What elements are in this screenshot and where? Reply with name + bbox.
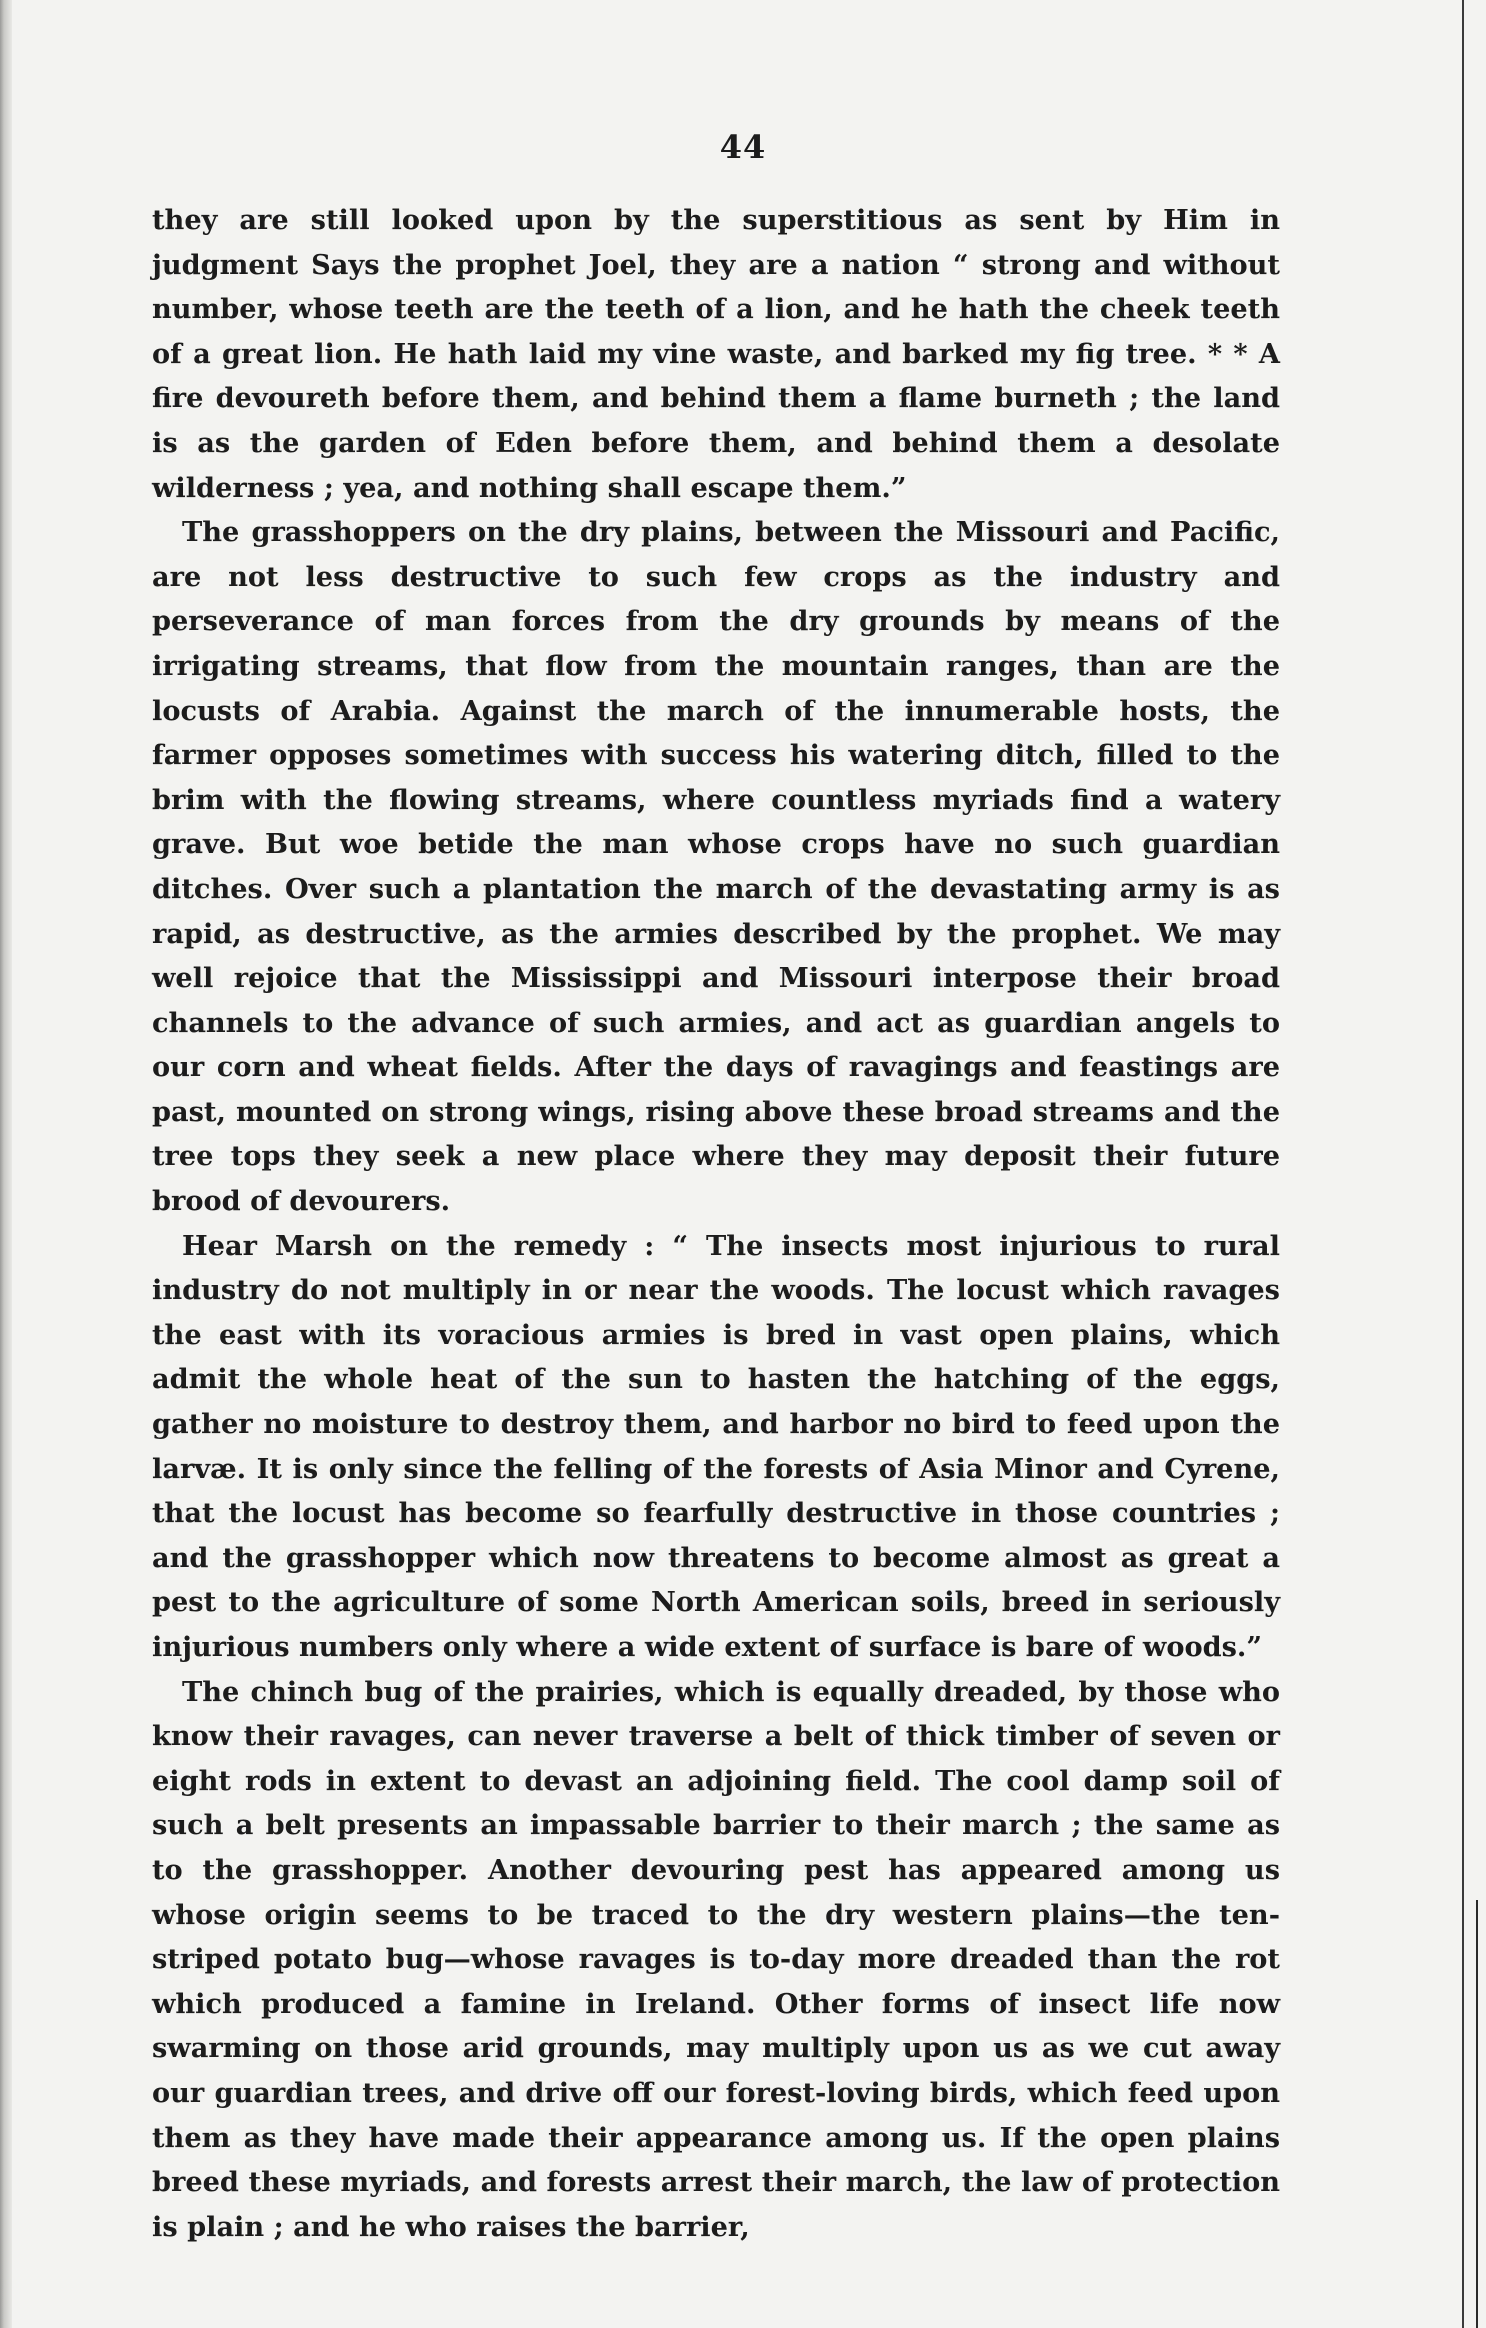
page-number: 44 xyxy=(719,128,767,166)
paragraph-4: The chinch bug of the prairies, which is equally dreaded, by those who know their ravages, can never traverse a belt of thick timber of seven or eight rods in extent to devast an adjoining field. The cool damp soil of such a belt presents an impassable barrier to their march ; the same as to the grasshopper. Another devouring pest has appeared among us whose origin seems to be traced to the dry western plains—the ten-striped potato bug—whose ravages is to-day more dreaded than the rot which produced a famine in Ireland. Other forms of insect life now swarming on those arid grounds, may multiply upon us as we cut away our guardian trees, and drive off our forest-loving birds, which feed upon them as they have made their appearance among us. If the open plains breed these myriads, and forests arrest their march, the law of protection is plain ; and he who raises the barrier, xyxy=(152,1675,1280,2243)
scan-right-border xyxy=(1462,0,1464,2328)
paragraph-1: they are still looked upon by the superstitious as sent by Him in judgment Says the prophet Joel, they are a nation “ strong and without number, whose teeth are the teeth of a lion, and he hath the cheek teeth of a great lion. He hath laid my vine waste, and barked my fig tree. * * A fire devoureth before them, and behind them a flame burneth ; the land is as the garden of Eden before them, and behind them a desolate wilderness ; yea, and nothing shall escape them.” xyxy=(152,204,1280,504)
scan-left-edge xyxy=(0,0,12,2328)
paragraph-2: The grasshoppers on the dry plains, between the Missouri and Pacific, are not less destructive to such few crops as the industry and perseverance of man forces from the dry grounds by means of the irrigating streams, that flow from the mountain ranges, than are the locusts of Arabia. Against the march of the innumerable hosts, the farmer opposes sometimes with success his watering ditch, filled to the brim with the flowing streams, where countless myriads find a watery grave. But woe betide the man whose crops have no such guardian ditches. Over such a plantation the march of the devastating army is as rapid, as destructive, as the armies described by the prophet. We may well rejoice that the Mississippi and Missouri interpose their broad channels to the advance of such armies, and act as guardian angels to our corn and wheat fields. After the days of ravagings and feastings are past, mounted on strong wings, rising above these broad streams and the tree tops they seek a new place where they may deposit their future brood of devourers. xyxy=(152,516,1280,1218)
scan-right-border-secondary xyxy=(1476,1900,1478,2328)
page-body xyxy=(152,198,1280,2249)
paragraph-3: Hear Marsh on the remedy : “ The insects most injurious to rural industry do not multiply in or near the woods. The locust which ravages the east with its voracious armies is bred in vast open plains, which admit the whole heat of the sun to hasten the hatching of the eggs, gather no moisture to destroy them, and harbor no bird to feed upon the larvæ. It is only since the felling of the forests of Asia Minor and Cyrene, that the locust has become so fearfully destructive in those countries ; and the grasshopper which now threatens to become almost as great a pest to the agriculture of some North American soils, breed in seriously injurious numbers only where a wide extent of surface is bare of woods.” xyxy=(152,1229,1280,1663)
